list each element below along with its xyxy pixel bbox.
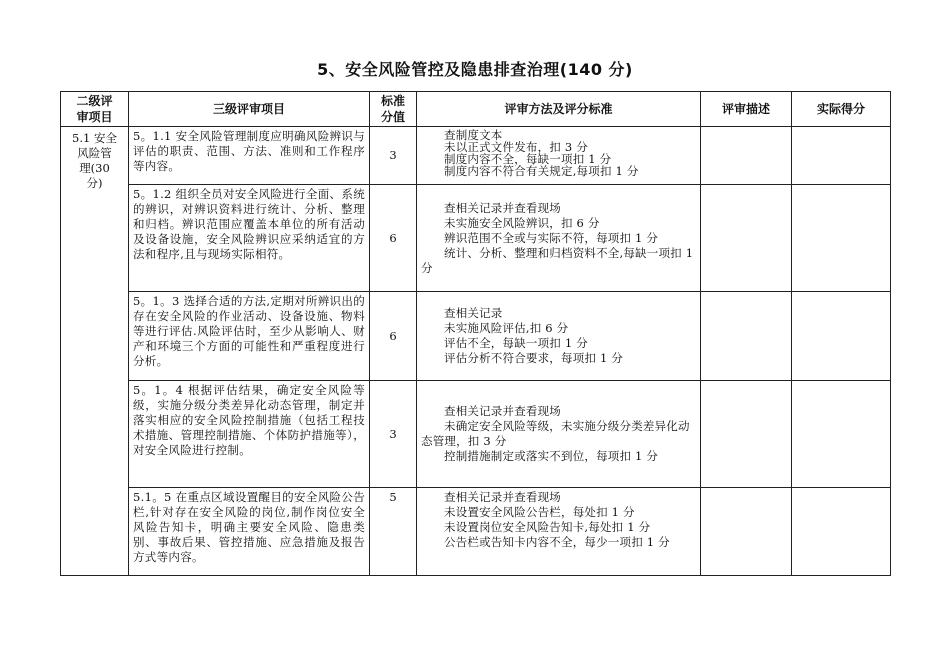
method-line: 未确定安全风险等级，未实施分级分类差异化动态管理，扣 3 分 bbox=[421, 419, 690, 448]
section-label: 5.1 安全 风险管 理(30 分) bbox=[61, 127, 129, 576]
method-line: 未设置安全风险公告栏，每处扣 1 分 bbox=[444, 505, 635, 519]
method-line: 辨识范围不全或与实际不符，每项扣 1 分 bbox=[444, 230, 659, 245]
table-row bbox=[61, 127, 891, 185]
method-line: 未以正式文件发布，扣 3 分 bbox=[444, 140, 588, 154]
method-line: 查相关记录并查看现场 bbox=[444, 404, 561, 418]
method-line: 评估不全，每缺一项扣 1 分 bbox=[444, 336, 588, 350]
header-description: 评审描述 bbox=[701, 92, 792, 127]
method-line: 未设置岗位安全风险告知卡,每处扣 1 分 bbox=[444, 520, 651, 534]
method-line: 未实施安全风险辨识，扣 6 分 bbox=[444, 215, 600, 230]
actual-score-cell[interactable] bbox=[792, 488, 891, 576]
header-actual-score: 实际得分 bbox=[792, 92, 891, 127]
method-line: 统计、分析、整理和归档资料不全,每缺一项扣 1 分 bbox=[421, 245, 694, 275]
table-row bbox=[61, 488, 891, 576]
description-cell[interactable] bbox=[701, 185, 792, 292]
method-line: 查相关记录并查看现场 bbox=[444, 200, 561, 215]
item-text: 5。1.2 组织全员对安全风险进行全面、系统的辨识，对辨识资料进行统计、分析、整理和归档。辨识范围应覆盖本单位的所有活动及设备设施，安全风险辨识应采纳适宜的方法和程序,且与现场实际相符。 bbox=[129, 185, 370, 292]
method-line: 评估分析不符合要求，每项扣 1 分 bbox=[444, 351, 624, 365]
table-row bbox=[61, 185, 891, 292]
method-line: 公告栏或告知卡内容不全，每少一项扣 1 分 bbox=[444, 535, 670, 549]
description-cell[interactable] bbox=[701, 292, 792, 381]
item-text: 5。1。3 选择合适的方法,定期对所辨识出的存在安全风险的作业活动、设备设施、物料等进行评估.风险评估时，至少从影响人、财产和环境三个方面的可能性和严重程度进行分析。 bbox=[129, 292, 370, 381]
item-text: 5.1。5 在重点区域设置醒目的安全风险公告栏,针对存在安全风险的岗位,制作岗位安全风险告知卡，明确主要安全风险、隐患类别、事故后果、管控措施、应急措施及报告方式等内容。 bbox=[129, 488, 370, 576]
method-line: 制度内容不符合有关规定,每项扣 1 分 bbox=[444, 164, 639, 178]
method-cell bbox=[417, 292, 701, 381]
description-cell[interactable] bbox=[701, 127, 792, 185]
actual-score-cell[interactable] bbox=[792, 292, 891, 381]
standard-score: 6 bbox=[370, 292, 417, 381]
description-cell[interactable] bbox=[701, 381, 792, 488]
actual-score-cell[interactable] bbox=[792, 127, 891, 185]
standard-score: 6 bbox=[370, 185, 417, 292]
method-line: 未实施风险评估,扣 6 分 bbox=[444, 321, 569, 335]
method-line: 查制度文本 bbox=[444, 128, 503, 142]
header-method: 评审方法及评分标准 bbox=[417, 92, 701, 127]
method-line: 查相关记录并查看现场 bbox=[444, 490, 561, 504]
method-line: 查相关记录 bbox=[444, 306, 503, 320]
method-line: 制度内容不全，每缺一项扣 1 分 bbox=[444, 152, 612, 166]
method-cell bbox=[417, 488, 701, 576]
actual-score-cell[interactable] bbox=[792, 381, 891, 488]
item-text: 5。1。4 根据评估结果，确定安全风险等级，实施分级分类差异化动态管理，制定并落实相应的安全风险控制措施（包括工程技术措施、管理控制措施、个体防护措施等），对安全风险进行控制。 bbox=[129, 381, 370, 488]
method-line: 控制措施制定或落实不到位，每项扣 1 分 bbox=[444, 449, 659, 463]
header-row bbox=[61, 92, 891, 127]
actual-score-cell[interactable] bbox=[792, 185, 891, 292]
description-cell[interactable] bbox=[701, 488, 792, 576]
standard-score: 3 bbox=[370, 127, 417, 185]
method-cell bbox=[417, 185, 701, 292]
review-table bbox=[60, 91, 891, 576]
item-text: 5。1.1 安全风险管理制度应明确风险辨识与评估的职责、范围、方法、准则和工作程序等内容。 bbox=[129, 127, 370, 185]
page-title: 5、安全风险管控及隐患排查治理(140 分) bbox=[317, 60, 633, 79]
standard-score: 3 bbox=[370, 381, 417, 488]
header-standard-score: 标准 分值 bbox=[370, 92, 417, 127]
header-level2-item: 二级评 审项目 bbox=[61, 92, 129, 127]
method-cell bbox=[417, 381, 701, 488]
method-cell bbox=[417, 127, 701, 185]
standard-score: 5 bbox=[370, 488, 417, 576]
table-row bbox=[61, 381, 891, 488]
header-level3-item: 三级评审项目 bbox=[129, 92, 370, 127]
table-row bbox=[61, 292, 891, 381]
